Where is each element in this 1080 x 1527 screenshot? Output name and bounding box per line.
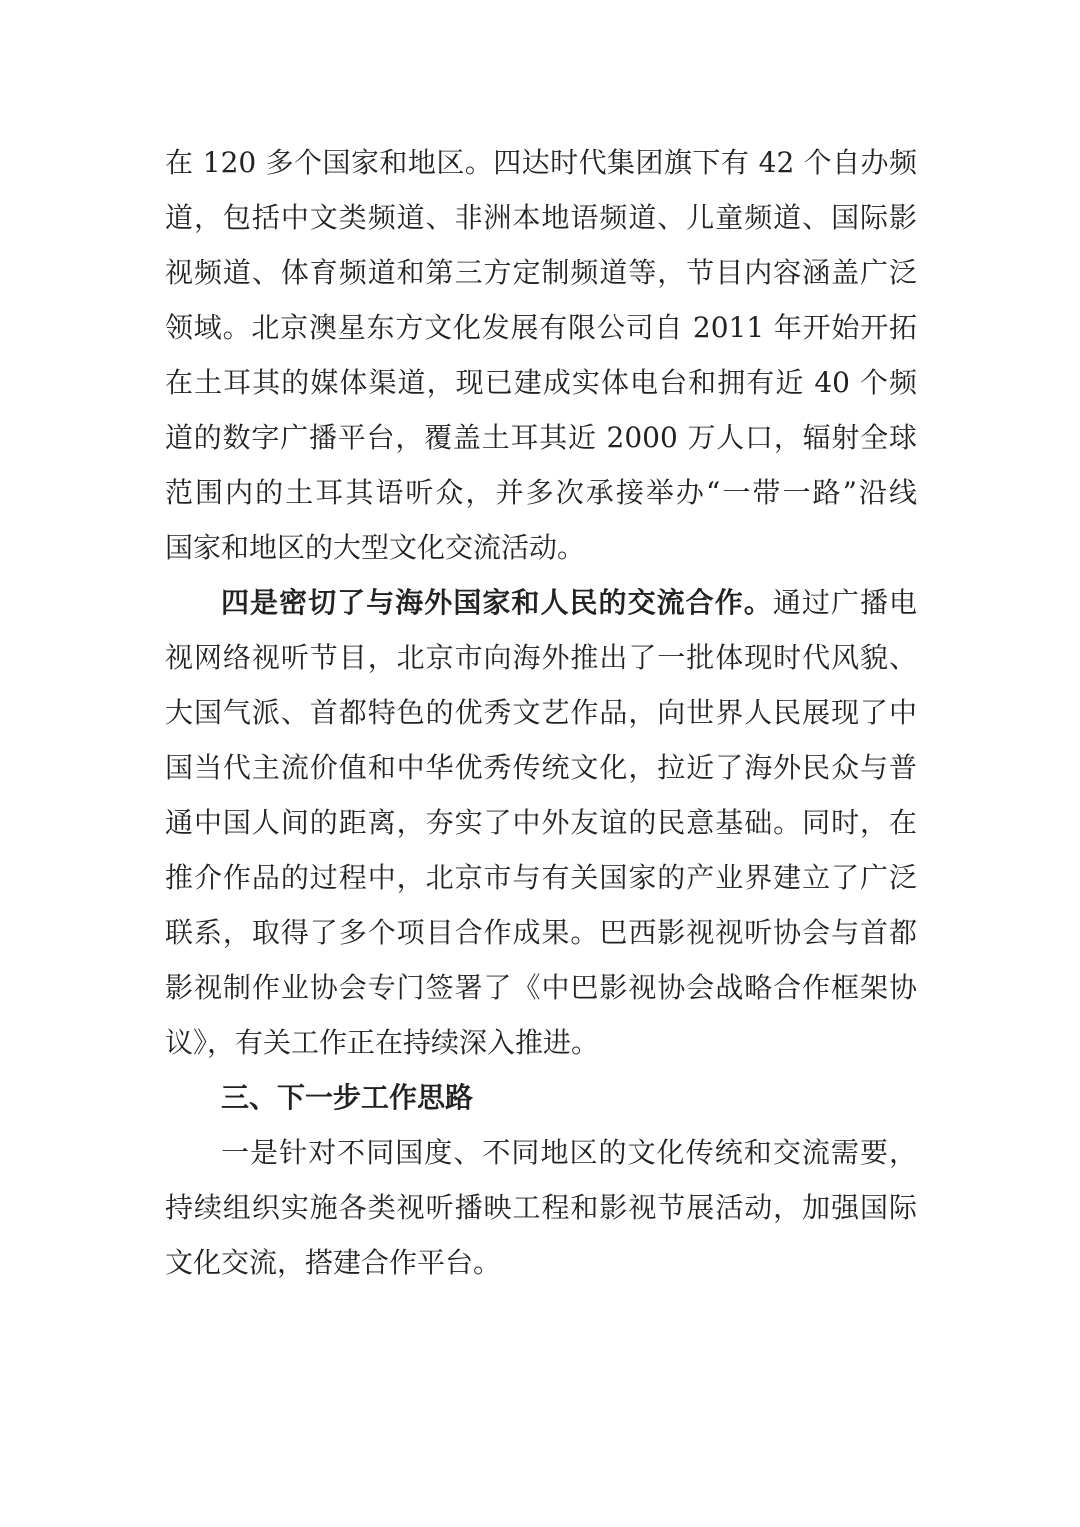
paragraph-line: 持续组织实施各类视听播映工程和影视节展活动，加强国际: [165, 1191, 917, 1224]
paragraph-line: 议》，有关工作正在持续深入推进。: [165, 1026, 600, 1059]
section-heading: 三、下一步工作思路: [221, 1081, 474, 1114]
paragraph-line: 国家和地区的大型文化交流活动。: [165, 531, 586, 564]
paragraph-line: 道的数字广播平台，覆盖土耳其近 2000 万人口，辐射全球: [165, 421, 917, 454]
paragraph-first-line: 一是针对不同国度、不同地区的文化传统和交流需要，: [221, 1136, 917, 1169]
paragraph-line: 在土耳其的媒体渠道，现已建成实体电台和拥有近 40 个频: [165, 366, 917, 399]
paragraph-line: 视频道、体育频道和第三方定制频道等，节目内容涵盖广泛: [165, 256, 917, 289]
paragraph-line: 推介作品的过程中，北京市与有关国家的产业界建立了广泛: [165, 861, 917, 894]
bold-lead-sentence: 四是密切了与海外国家和人民的交流合作。: [221, 586, 773, 619]
paragraph-line: 范围内的土耳其语听众，并多次承接举办“一带一路”沿线: [165, 476, 917, 509]
paragraph-text: 通过广播电: [772, 586, 917, 619]
paragraph-line: 国当代主流价值和中华优秀传统文化，拉近了海外民众与普: [165, 751, 917, 784]
paragraph-line: 大国气派、首都特色的优秀文艺作品，向世界人民展现了中: [165, 696, 917, 729]
paragraph-line: 影视制作业协会专门签署了《中巴影视协会战略合作框架协: [165, 971, 917, 1004]
paragraph-line: 道，包括中文类频道、非洲本地语频道、儿童频道、国际影: [165, 201, 917, 234]
paragraph-first-line: [165, 576, 917, 630]
paragraph-line: 视网络视听节目，北京市向海外推出了一批体现时代风貌、: [165, 641, 917, 674]
paragraph-line: 联系，取得了多个项目合作成果。巴西影视视听协会与首都: [165, 916, 917, 949]
paragraph-line: 领域。北京澳星东方文化发展有限公司自 2011 年开始开拓: [165, 311, 917, 344]
paragraph-line: 在 120 多个国家和地区。四达时代集团旗下有 42 个自办频: [165, 146, 917, 179]
paragraph-line: 文化交流，搭建合作平台。: [165, 1246, 502, 1279]
paragraph-line: 通中国人间的距离，夯实了中外友谊的民意基础。同时，在: [165, 806, 917, 839]
